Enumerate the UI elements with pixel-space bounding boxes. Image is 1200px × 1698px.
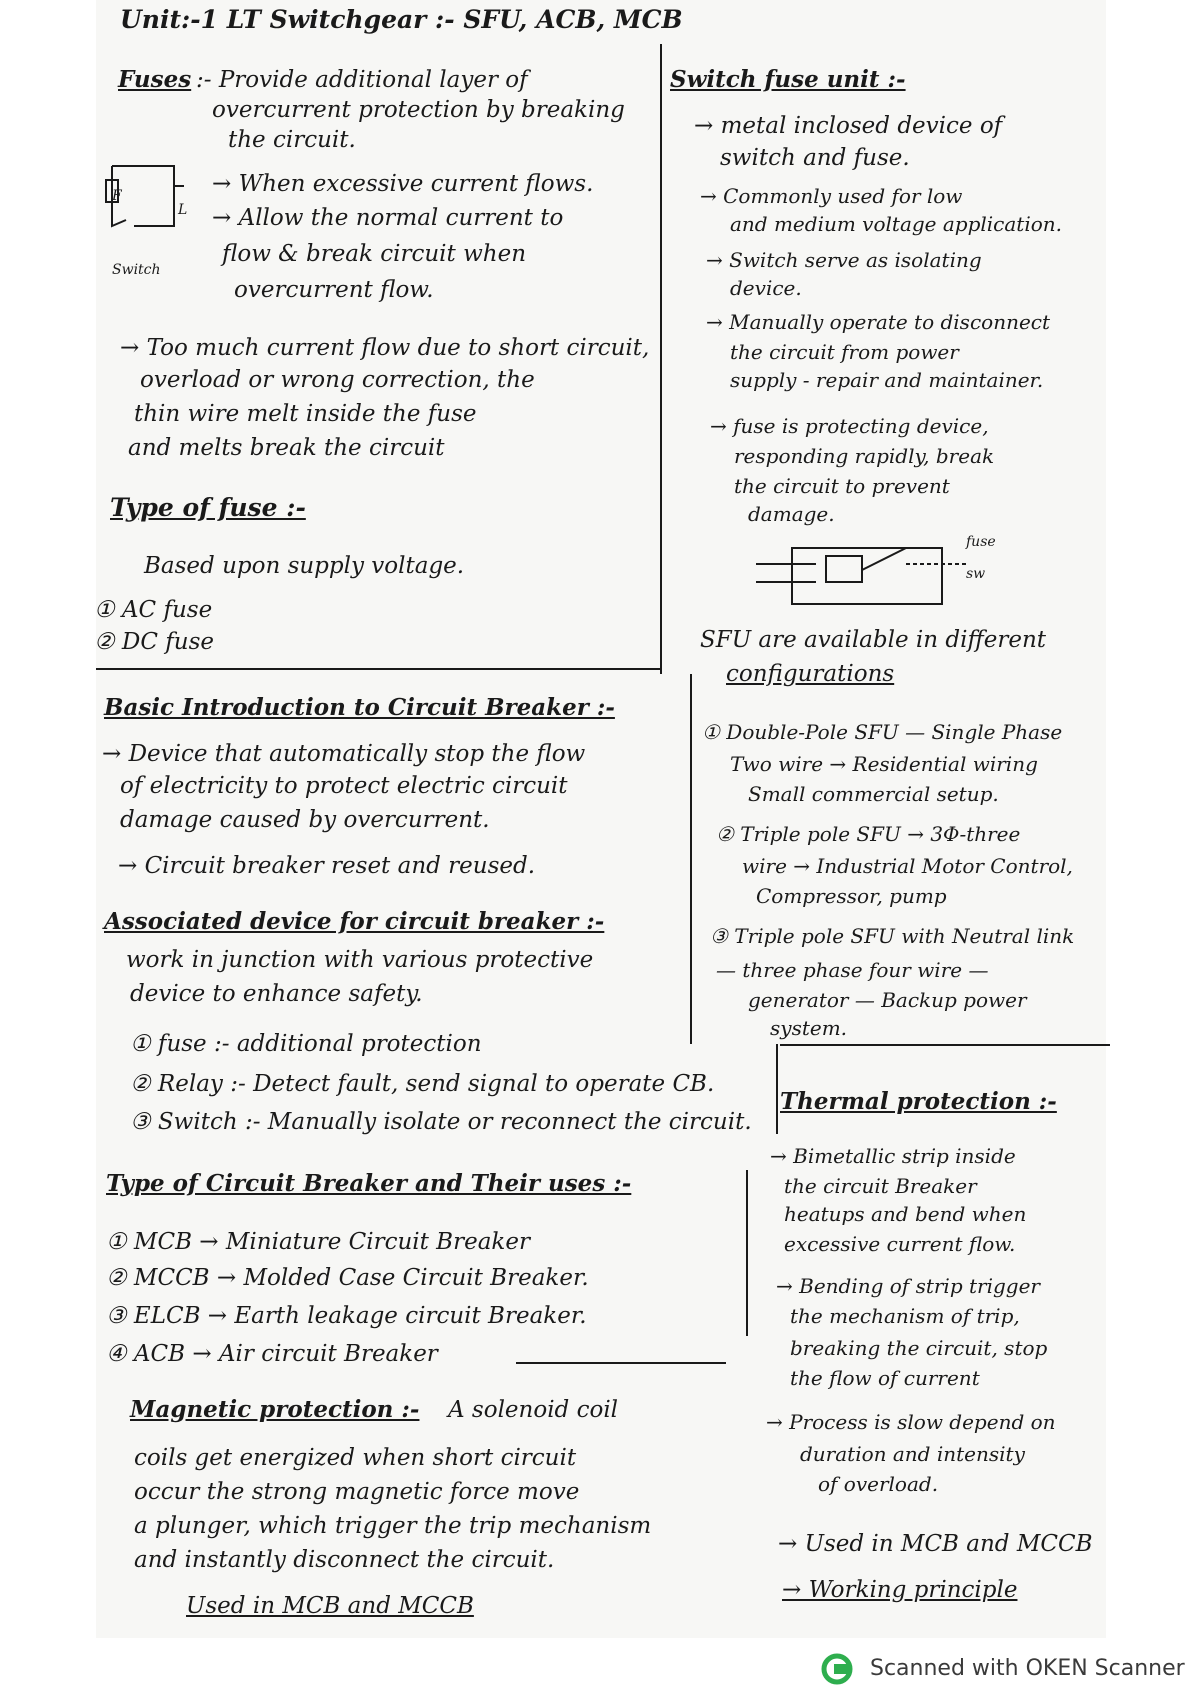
circuit-breaker-line: of electricity to protect electric circuit: [120, 773, 568, 799]
sfu-config-line: Two wire → Residential wiring: [730, 752, 1038, 776]
sfu-config-line: ② Triple pole SFU → 3Φ-three: [716, 822, 1021, 846]
sfu-config-line: ① Double-Pole SFU — Single Phase: [702, 720, 1063, 744]
sfu-config-line: wire → Industrial Motor Control,: [742, 854, 1073, 878]
associated-heading: Associated device for circuit breaker :-: [104, 908, 605, 935]
sfu-config-heading: configurations: [726, 661, 895, 687]
circuit-breaker-heading: Basic Introduction to Circuit Breaker :-: [104, 694, 615, 721]
fuses-line: overload or wrong correction, the: [140, 367, 535, 393]
sfu-config-line: ③ Triple pole SFU with Neutral link: [710, 924, 1075, 948]
fuses-line: → Too much current flow due to short circuit,: [120, 335, 650, 361]
sfu-line: → Manually operate to disconnect: [706, 310, 1051, 334]
sfu-config-line: Small commercial setup.: [748, 782, 999, 806]
magnetic-line: a plunger, which trigger the trip mechanism: [134, 1513, 652, 1539]
associated-line: work in junction with various protective: [126, 947, 594, 973]
thermal-line: breaking the circuit, stop: [790, 1336, 1048, 1360]
diagram-label: fuse: [966, 534, 996, 550]
types-cb-line: ② MCCB → Molded Case Circuit Breaker.: [106, 1265, 589, 1291]
magnetic-line: Used in MCB and MCCB: [186, 1593, 474, 1619]
sfu-line: and medium voltage application.: [730, 212, 1063, 236]
fuses-line: → Allow the normal current to: [212, 205, 564, 231]
fuses-line: :- Provide additional layer of: [196, 67, 528, 93]
thermal-line: heatups and bend when: [784, 1202, 1027, 1226]
associated-line: ① fuse :- additional protection: [130, 1031, 482, 1057]
type-of-fuse-line: Based upon supply voltage.: [144, 553, 465, 579]
section-divider: [516, 1362, 726, 1364]
sfu-line: → fuse is protecting device,: [710, 414, 989, 438]
page-header: Unit:-1 LT Switchgear :- SFU, ACB, MCB: [120, 5, 683, 34]
thermal-line: → Used in MCB and MCCB: [778, 1531, 1093, 1557]
types-cb-line: ① MCB → Miniature Circuit Breaker: [106, 1229, 530, 1255]
thermal-line: the circuit Breaker: [784, 1174, 977, 1198]
diagram-label: F: [112, 188, 122, 204]
fuses-line: the circuit.: [228, 127, 356, 153]
type-of-fuse-line: ② DC fuse: [94, 629, 215, 655]
section-divider: [96, 668, 662, 670]
column-divider: [776, 1044, 778, 1134]
fuses-line: thin wire melt inside the fuse: [134, 401, 477, 427]
thermal-line: the flow of current: [790, 1366, 980, 1390]
type-of-fuse-heading: Type of fuse :-: [110, 493, 306, 522]
sfu-line: switch and fuse.: [720, 145, 910, 171]
fuses-line: overcurrent flow.: [234, 277, 434, 303]
sfu-line: the circuit to prevent: [734, 474, 950, 498]
magnetic-heading: Magnetic protection :-: [130, 1396, 420, 1423]
types-cb-line: ④ ACB → Air circuit Breaker: [106, 1341, 438, 1367]
fuses-line: overcurrent protection by breaking: [212, 97, 625, 123]
fuses-line: flow & break circuit when: [222, 241, 527, 267]
sfu-line: the circuit from power: [730, 340, 959, 364]
thermal-line: excessive current flow.: [784, 1232, 1016, 1256]
thermal-line: duration and intensity: [800, 1442, 1025, 1466]
diagram-label: L: [178, 202, 188, 218]
magnetic-line: coils get energized when short circuit: [134, 1445, 577, 1471]
circuit-breaker-line: → Circuit breaker reset and reused.: [118, 853, 536, 879]
sfu-line: → Commonly used for low: [700, 184, 963, 208]
section-divider: [780, 1044, 1110, 1046]
magnetic-line: A solenoid coil: [448, 1397, 619, 1423]
sfu-config-line: Compressor, pump: [756, 884, 947, 908]
diagram-label: sw: [966, 566, 986, 582]
fuses-line: and melts break the circuit: [128, 435, 445, 461]
sfu-line: → Switch serve as isolating: [706, 248, 982, 272]
thermal-heading: Thermal protection :-: [780, 1088, 1057, 1115]
fuses-line: → When excessive current flows.: [212, 171, 594, 197]
column-divider: [660, 44, 662, 674]
magnetic-line: occur the strong magnetic force move: [134, 1479, 580, 1505]
sfu-line: → metal inclosed device of: [694, 113, 1003, 139]
sfu-line: responding rapidly, break: [734, 444, 995, 468]
sfu-diagram: [756, 534, 976, 614]
thermal-line: → Bending of strip trigger: [776, 1274, 1040, 1298]
column-divider: [746, 1170, 748, 1336]
magnetic-line: and instantly disconnect the circuit.: [134, 1547, 555, 1573]
scanner-watermark-text: Scanned with OKEN Scanner: [870, 1656, 1185, 1681]
types-cb-line: ③ ELCB → Earth leakage circuit Breaker.: [106, 1303, 587, 1329]
sfu-config-line: — three phase four wire —: [716, 958, 989, 982]
types-cb-heading: Type of Circuit Breaker and Their uses :-: [106, 1170, 632, 1197]
diagram-label: Switch: [112, 262, 161, 278]
circuit-breaker-line: damage caused by overcurrent.: [120, 807, 490, 833]
thermal-line: → Bimetallic strip inside: [770, 1144, 1016, 1168]
fuses-heading: Fuses: [118, 66, 192, 93]
thermal-line: → Process is slow depend on: [766, 1410, 1056, 1434]
sfu-line: supply - repair and maintainer.: [730, 368, 1044, 392]
sfu-heading: Switch fuse unit :-: [670, 66, 906, 93]
thermal-line: → Working principle: [782, 1577, 1018, 1603]
sfu-line: damage.: [748, 502, 835, 526]
associated-line: ② Relay :- Detect fault, send signal to operate CB.: [130, 1071, 715, 1097]
circuit-breaker-line: → Device that automatically stop the flow: [102, 741, 586, 767]
associated-line: ③ Switch :- Manually isolate or reconnect the circuit.: [130, 1109, 752, 1135]
sfu-line: device.: [730, 276, 802, 300]
sfu-config-line: generator — Backup power: [748, 988, 1027, 1012]
type-of-fuse-line: ① AC fuse: [94, 597, 213, 623]
thermal-line: the mechanism of trip,: [790, 1304, 1020, 1328]
sfu-config-heading: SFU are available in different: [700, 627, 1047, 653]
associated-line: device to enhance safety.: [130, 981, 423, 1007]
thermal-line: of overload.: [818, 1472, 939, 1496]
sfu-config-line: system.: [770, 1016, 848, 1040]
column-divider: [690, 674, 692, 1044]
oken-scanner-logo-icon: [820, 1652, 854, 1686]
